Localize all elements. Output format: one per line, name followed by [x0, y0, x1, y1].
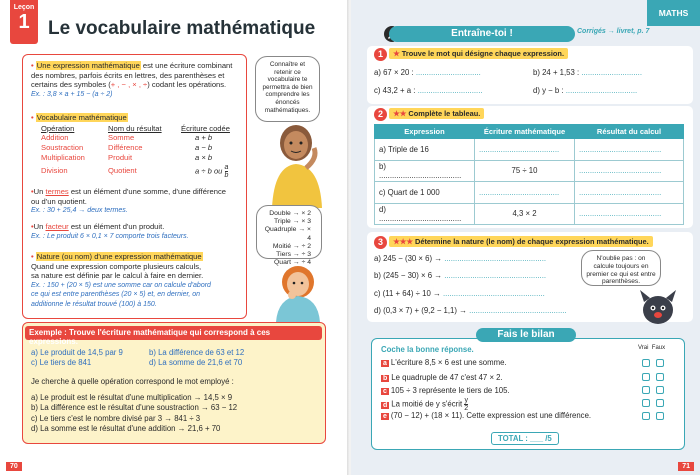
vocab-cell: Division	[41, 166, 68, 175]
example-header: Exemple : Trouve l'écriture mathématique qui correspond à ces expressions.	[25, 326, 322, 340]
facteur-word: facteur	[45, 222, 69, 231]
faux-checkbox[interactable]	[656, 386, 664, 394]
ex3-label: d) (0,3 × 7) + (9,2 − 1,1) →	[374, 306, 467, 315]
bilan-text: (70 − 12) + (18 × 11). Cette expression est une différence.	[390, 411, 592, 420]
nature-block: • Nature (ou nom) d'une expression mathématique Quand une expression comporte plusieurs calculs, sa nature est définie par le calcul à faire en dernier. Ex. : 150 + (20 × 5) est une somme car on calcule d'abord ce qui est entre parenthèses (20 × 5) et, en dernier, on additionne le résultat trouvé (100) à 150.	[31, 252, 245, 310]
bilan-item	[381, 397, 468, 412]
table-cell: 4,3 × 2	[475, 203, 575, 225]
answer-line: d) La somme est le résultat d'une addition → 21,6 + 70	[31, 423, 221, 433]
answer-line: c) Le tiers c'est le nombre divisé par 3 → 841 ÷ 3	[31, 413, 201, 423]
exercise-1-heading	[374, 47, 568, 60]
bilan-instruction: Coche la bonne réponse.	[381, 345, 474, 354]
bubble-line: Quadruple → × 4	[264, 226, 311, 242]
total-score[interactable]: TOTAL : ___ /5	[491, 432, 559, 445]
bubble-line: Moitié → ÷ 2	[272, 242, 311, 250]
ex3-item[interactable]: d) (0,3 × 7) + (9,2 − 1,1) → .............................................	[374, 306, 567, 315]
ex3-item[interactable]: b) (245 − 30) × 6 → ...............................................	[374, 271, 547, 280]
facteur-example: Ex. : Le produit 6 × 0,1 × 7 comporte trois facteurs.	[31, 232, 189, 240]
lesson-label: Leçon	[13, 4, 35, 11]
intro-text: est une écriture combinant	[140, 61, 233, 70]
faux-label: Faux	[651, 345, 666, 351]
exercise-number: 2	[374, 108, 387, 121]
fraction-den: b	[224, 171, 229, 179]
bilan-letter: a	[383, 360, 387, 367]
bilan-text: L'écriture 8,5 × 6 est une somme.	[390, 358, 507, 367]
table-row	[375, 203, 684, 225]
bilan-text: Le quadruple de 47 c'est 47 × 2.	[391, 373, 503, 382]
table-cell-input[interactable]: .....................................	[475, 139, 575, 161]
faux-checkbox[interactable]	[656, 412, 664, 420]
intro-example: Ex. : 3,8 × a + 15 − (a ÷ 2)	[31, 90, 113, 98]
subject-tag: MATHS	[647, 0, 700, 26]
stars: ★★	[393, 109, 407, 118]
table-row	[375, 139, 684, 161]
intro-text-3a: certains des symboles (	[31, 80, 111, 90]
table-row	[375, 160, 684, 182]
ex3-label: c) (11 + 64) ÷ 10 →	[374, 289, 441, 298]
intro-operators: + , − , × , ÷	[110, 80, 148, 90]
ex1-label: c) 43,2 + a :	[374, 86, 416, 95]
exercise-1-instruction: Trouve le mot qui désigne chaque expression.	[401, 49, 564, 58]
facteur-text: Un	[33, 222, 46, 231]
vocab-cell: Quotient	[108, 166, 137, 175]
exercise-3-heading	[374, 235, 653, 248]
vocab-cell: a ÷ b ou	[195, 166, 223, 176]
table-header: Expression	[375, 125, 475, 139]
facteur-block: •Un facteur est un élément d'un produit. Ex. : Le produit 6 × 0,1 × 7 comporte trois facteurs.	[31, 222, 245, 241]
vocab-cell: Produit	[108, 153, 133, 163]
example-answers	[31, 393, 321, 434]
bilan-item	[381, 373, 503, 382]
train-header: Entraîne-toi !	[389, 26, 575, 42]
girl-illustration	[268, 262, 328, 322]
tip-bubble: Connaître et retenir ce vocabulaire te permettra de bien comprendre les énoncés mathématiques.	[255, 56, 320, 122]
vocab-header: Opération	[41, 124, 75, 133]
vrai-label: Vrai	[638, 345, 649, 351]
example-item: b) La différence de 63 et 12	[149, 348, 245, 357]
ex1-label: a) 67 × 20 :	[374, 68, 414, 77]
ex1-label: d) y − b :	[533, 86, 564, 95]
fraction	[464, 397, 468, 412]
table-cell-input[interactable]: ......................................	[575, 160, 684, 182]
vrai-checkbox[interactable]	[642, 373, 650, 381]
vrai-checkbox[interactable]	[642, 386, 650, 394]
nature-example-3: additionne le résultat trouvé (100) à 150.	[31, 300, 157, 308]
ex3-label: a) 245 − (30 × 6) →	[374, 254, 443, 263]
bullet: •	[31, 61, 34, 70]
faux-checkbox[interactable]	[656, 399, 664, 407]
terme-text: Un	[33, 187, 46, 196]
bilan-text: La moitié de y s'écrit	[391, 399, 463, 409]
facteur-text-b: est un élément d'un produit.	[68, 222, 165, 231]
stars: ★★★	[393, 237, 413, 246]
intro-block	[31, 61, 245, 99]
vocab-cell: Différence	[108, 143, 143, 153]
ex1-item[interactable]: d) y − b : .................................	[533, 86, 638, 95]
bilan-item	[381, 358, 507, 367]
table-row	[375, 182, 684, 204]
table-header: Écriture mathématique	[475, 125, 575, 139]
bilan-text: 105 ÷ 3 représente le tiers de 105.	[390, 386, 510, 395]
page-number: 70	[6, 462, 22, 471]
ex3-item[interactable]: c) (11 + 64) ÷ 10 → ...............................................	[374, 289, 545, 298]
faux-checkbox[interactable]	[656, 359, 664, 367]
fraction-num: a	[224, 163, 229, 171]
bilan-letter: c	[383, 388, 387, 395]
terme-block: •Un termes est un élément d'une somme, d'une différence ou d'un quotient. Ex. : 30 + 25,4 → deux termes.	[31, 187, 245, 216]
answer-line: a) Le produit est le résultat d'une multiplication → 14,5 × 9	[31, 393, 233, 402]
vocab-cell: Addition	[41, 133, 69, 142]
example-think: Je cherche à quelle opération correspond le mot employé :	[31, 377, 234, 386]
bubble-line: Tiers → ÷ 3	[276, 251, 311, 259]
table-cell: c) Quart de 1 000	[375, 182, 475, 204]
ex1-label: b) 24 + 1,53 :	[533, 68, 580, 77]
table-cell-input[interactable]: ......................................	[575, 139, 684, 161]
table-cell: 75 ÷ 10	[475, 160, 575, 182]
vrai-checkbox[interactable]	[642, 359, 650, 367]
table-header: Résultat du calcul	[575, 125, 684, 139]
table-cell[interactable]: b) ......................................	[375, 160, 475, 182]
dog-illustration	[636, 288, 680, 326]
lesson-number: 1	[18, 11, 30, 33]
vocab-table	[41, 124, 234, 179]
example-item: c) Le tiers de 841	[31, 358, 92, 368]
ex1-item[interactable]: a) 67 × 20 : ..............................	[374, 68, 481, 77]
nature-text-2: sa nature est définie par le calcul à faire en dernier.	[31, 271, 204, 281]
vocab-cell: Somme	[108, 133, 135, 142]
vocab-cell: Soustraction	[41, 143, 84, 153]
bilan-letter: e	[383, 413, 387, 420]
intro-text-2: des nombres, parfois écrits en lettres, des parenthèses et	[31, 70, 225, 80]
example-item: d) La somme de 21,6 et 70	[149, 358, 243, 368]
table-cell-input[interactable]: ......................................	[575, 203, 684, 225]
corriges-note: Corrigés → livret, p. 7	[577, 28, 650, 35]
example-items	[31, 348, 311, 369]
ex1-item[interactable]: b) 24 + 1,53 : ............................	[533, 68, 642, 77]
fraction-den: 2	[464, 405, 469, 412]
table-cell: a) Triple de 16	[375, 139, 475, 161]
intro-highlight: Une expression mathématique	[36, 61, 140, 70]
bubble-line: Double → × 2	[269, 210, 311, 217]
bilan-header: Fais le bilan	[476, 328, 576, 342]
faux-checkbox[interactable]	[656, 373, 664, 381]
vocab-cell: a + b	[195, 133, 213, 142]
nature-example-1: Ex. : 150 + (20 × 5) est une somme car on calcule d'abord	[31, 281, 211, 289]
ex3-label: b) (245 − 30) × 6 →	[374, 271, 443, 280]
boy-illustration	[262, 118, 332, 208]
vocab-heading: • Vocabulaire mathématique	[31, 113, 127, 122]
vocab-cell: a × b	[195, 153, 213, 163]
bubble-line: Triple → × 3	[274, 218, 311, 226]
reminder-bubble: N'oublie pas : on calcule toujours en premier ce qui est entre parenthèses.	[581, 250, 661, 286]
bilan-item	[381, 386, 510, 395]
vocab-cell: a − b	[195, 143, 213, 153]
page-title: Le vocabulaire mathématique	[48, 18, 316, 39]
vocab-cell: Multiplication	[41, 153, 85, 163]
exercise-2-instruction: Complète le tableau.	[408, 109, 481, 118]
bilan-letter: d	[383, 401, 388, 409]
vocab-header: Écriture codée	[181, 124, 230, 133]
vrai-checkbox[interactable]	[642, 399, 650, 407]
page-number: 71	[678, 462, 694, 471]
fraction-num: y	[464, 397, 468, 404]
vocab-header: Nom du résultat	[108, 124, 162, 133]
vocab-highlight: Vocabulaire mathématique	[36, 113, 127, 122]
bilan-letter: b	[383, 375, 388, 382]
terme-text-b: est un élément d'une somme, d'une différence	[68, 187, 226, 196]
ex1-item[interactable]: c) 43,2 + a : ..............................	[374, 86, 483, 95]
table-cell-input[interactable]: .....................................	[475, 182, 575, 204]
table-cell[interactable]: d) ......................................	[375, 203, 475, 225]
bubble-line: Quart → ÷ 4	[274, 259, 311, 267]
exercise-2-table	[374, 124, 684, 225]
stars: ★	[393, 49, 400, 58]
nature-highlight: Nature (ou nom) d'une expression mathématique	[36, 252, 202, 261]
vocab-bubble	[256, 205, 322, 267]
intro-text-3b: ) codant les opérations.	[147, 80, 227, 90]
exercise-3-instruction: Détermine la nature (le nom) de chaque expression mathématique.	[415, 237, 649, 246]
fraction	[225, 164, 229, 179]
answer-line: b) La différence est le résultat d'une soustraction → 63 − 12	[31, 403, 238, 413]
ex3-item[interactable]: a) 245 − (30 × 6) → ...............................................	[374, 254, 547, 263]
table-cell-input[interactable]: ......................................	[575, 182, 684, 204]
terme-word: termes	[45, 187, 69, 196]
left-page	[0, 0, 349, 475]
nature-text-1: Quand une expression comporte plusieurs calculs,	[31, 261, 202, 271]
exercise-2-heading	[374, 107, 484, 120]
nature-example-2: ce qui est entre parenthèses (20 × 5) et, en dernier, on	[31, 291, 201, 299]
terme-example: Ex. : 30 + 25,4 → deux termes.	[31, 207, 128, 215]
example-item: a) Le produit de 14,5 par 9	[31, 348, 123, 357]
exercise-number: 1	[374, 48, 387, 61]
right-page	[351, 0, 700, 475]
exercise-number: 3	[374, 236, 387, 249]
vrai-checkbox[interactable]	[642, 412, 650, 420]
vrai-faux-header	[638, 345, 665, 351]
lesson-badge	[10, 0, 38, 44]
terme-text-2: ou d'un quotient.	[31, 196, 87, 206]
bilan-item	[381, 411, 591, 420]
